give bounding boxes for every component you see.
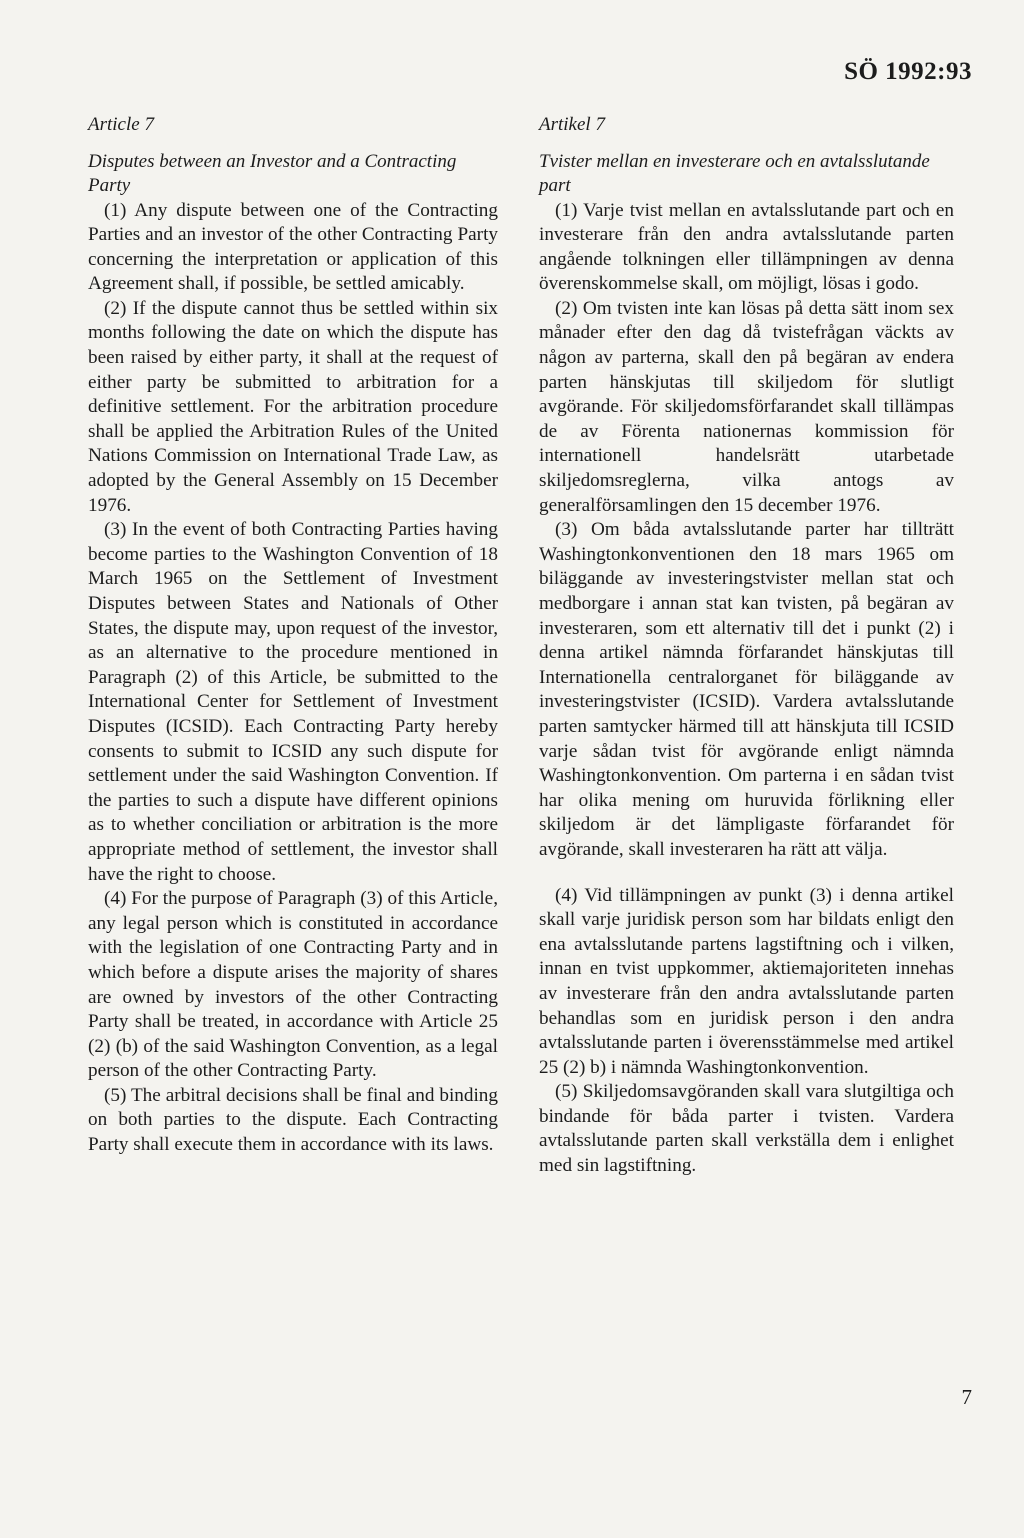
paragraph-5-sv: (5) Skiljedomsavgöranden skall vara slutgiltiga och bindande för båda parter i tvisten. Vardera avtalsslutande parten skall verkställa dem i enlighet med sin lagstiftning. [539, 1081, 954, 1177]
page-number: 7 [961, 1385, 972, 1409]
article-heading-en: Article 7 [88, 114, 154, 135]
swedish-column [539, 113, 954, 1179]
article-title-en: Disputes between an Investor and a Contracting Party [88, 150, 457, 196]
paragraph-1-en: (1) Any dispute between one of the Contracting Parties and an investor of the other Contracting Party concerning the interpretation or application of this Agreement shall, if possible, be settled amicably. [88, 199, 498, 295]
paragraph-5-en: (5) The arbitral decisions shall be final and binding on both parties to the dispute. Each Contracting Party shall execute them in accordance with its laws. [88, 1084, 498, 1156]
paragraph-4-en: (4) For the purpose of Paragraph (3) of this Article, any legal person which is constituted in accordance with the legislation of one Contracting Party and in which before a dispute arises the majority of shares are owned by investors of the other Contracting Party shall be treated, in accordance with Article 25 (2) (b) of the said Washington Convention, as a legal person of the other Contracting Party. [88, 888, 498, 1082]
article-title-sv: Tvister mellan en investerare och en avtalsslutande part [539, 150, 930, 196]
paragraph-3-en: (3) In the event of both Contracting Parties having become parties to the Washington Convention of 18 March 1965 on the Settlement of Investment Disputes between States and Nationals of Other States, the dispute may, upon request of the investor, as an alternative to the procedure mentioned in Paragraph (2) of this Article, be submitted to the International Center for Settlement of Investment Disputes (ICSID). Each Contracting Party hereby consents to submit to ICSID any such dispute for settlement under the said Washington Convention. If the parties to such a dispute have different opinions as to whether conciliation or arbitration is the more appropriate method of settlement, the investor shall have the right to choose. [88, 519, 498, 885]
english-column [88, 113, 498, 1158]
page-reference: SÖ 1992:93 [844, 58, 972, 85]
paragraph-2-sv: (2) Om tvisten inte kan lösas på detta sätt inom sex månader efter den dag då tvistefrågan väckts av någon av parterna, skall den på begäran av endera parten hänskjutas till skiljedom för slutligt avgörande. För skiljedomsförfarandet skall tillämpas de av Förenta nationernas kommission för internationell handelsrätt utarbetade skiljedomsreglerna, vilka antogs av generalförsamlingen den 15 december 1976. [539, 297, 954, 516]
paragraph-3-sv: (3) Om båda avtalsslutande parter har tillträtt Washingtonkonventionen den 18 mars 1965 om biläggande av investeringstvister mellan stat och medborgare i annan stat kan tvisten, på begäran av investeraren, som ett alternativ till det i punkt (2) i denna artikel nämnda förfarandet hänskjutas till Internationella centralorganet för biläggande av investeringstvister (ICSID). Vardera avtalsslutande parten samtycker härmed till att hänskjuta till ICSID varje sådan tvist för avgörande enligt nämnda Washingtonkonvention. Om parterna i en sådan tvist har olika mening om huruvida förlikning eller skiljedom är det lämpligaste förfarandet för avgörande, skall investeraren ha rätt att välja. [539, 519, 954, 860]
paragraph-2-en: (2) If the dispute cannot thus be settled within six months following the date on which the dispute has been raised by either party, it shall at the request of either party be submitted to arbitration for a definitive settlement. For the arbitration procedure shall be applied the Arbitration Rules of the United Nations Commission on International Trade Law, as adopted by the General Assembly on 15 December 1976. [88, 297, 498, 516]
paragraph-4-sv: (4) Vid tillämpningen av punkt (3) i denna artikel skall varje juridisk person som har bildats enligt den ena avtalsslutande partens lagstiftning och i vilken, innan en tvist uppkommer, aktiemajoriteten innehas av investerare från den andra avtalsslutande parten behandlas som en juridisk person i den andra avtalsslutande parten i överensstämmelse med artikel 25 (2) b) i nämnda Washingtonkonvention. [539, 884, 954, 1078]
paragraph-1-sv: (1) Varje tvist mellan en avtalsslutande part och en investerare från den andra avtalsslutande parten angående tolkningen eller tillämpningen av denna överenskommelse skall, om möjligt, lösas i godo. [539, 199, 954, 295]
article-heading-sv: Artikel 7 [539, 114, 605, 135]
